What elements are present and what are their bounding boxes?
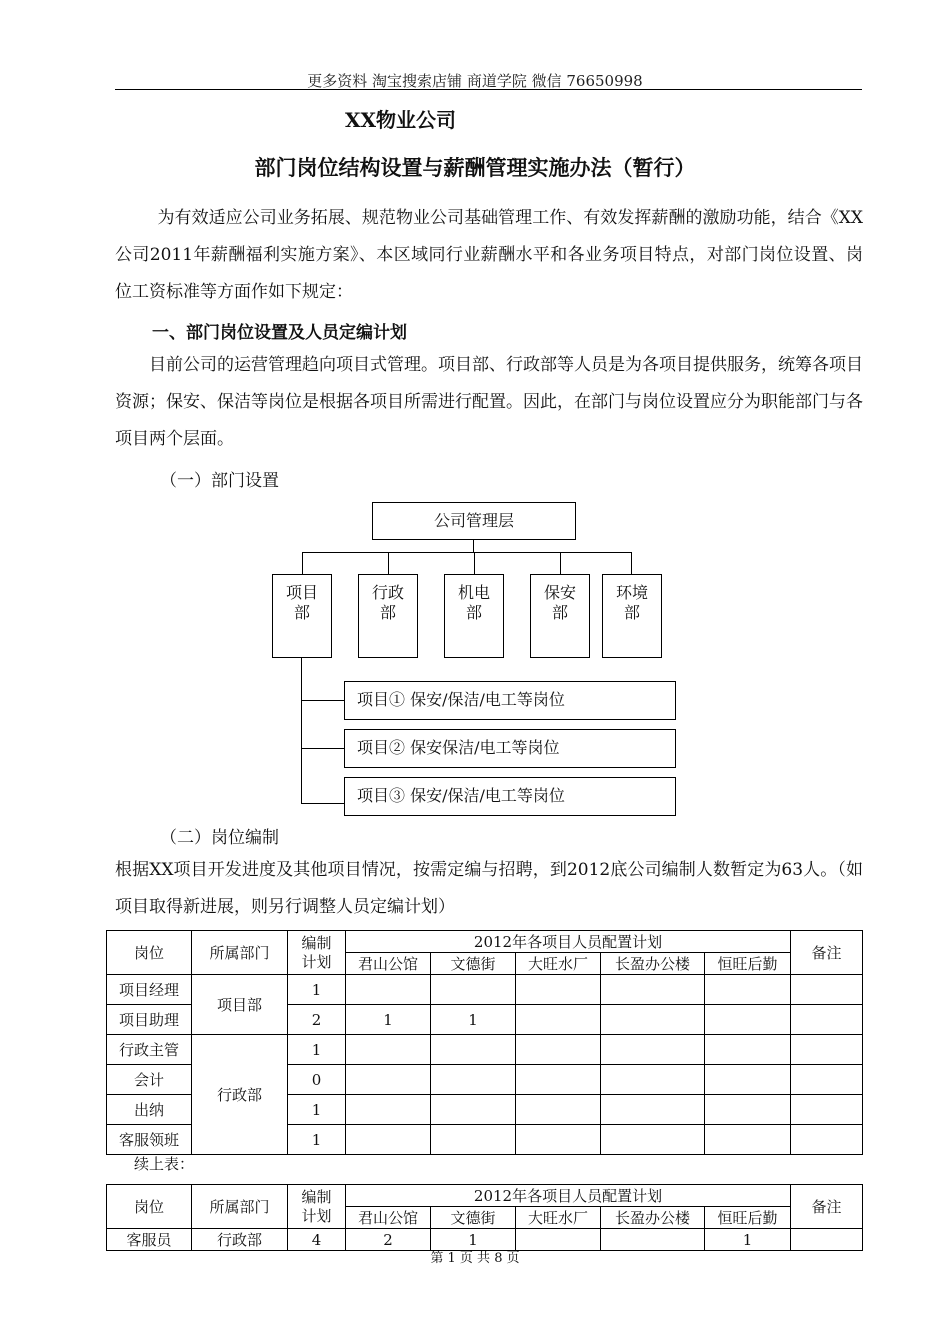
cell-position: 客服员 (107, 1229, 192, 1251)
cell-plan: 0 (288, 1065, 346, 1095)
cell-value (431, 1035, 516, 1065)
cell-value (431, 1065, 516, 1095)
section1-paragraph: 目前公司的运营管理趋向项目式管理。项目部、行政部等人员是为各项目提供服务，统筹各项目资源；保安、保洁等岗位是根据各项目所需进行配置。因此，在部门与岗位设置应分为职能部门与各项目两个层面。 (115, 355, 863, 449)
dept-label: 机电 (457, 583, 490, 602)
header-note: 备注 (791, 1185, 863, 1229)
dept-label: 部 (379, 603, 396, 622)
org-top-box (372, 502, 576, 540)
cell-value (601, 1125, 705, 1155)
cell-plan: 1 (288, 1125, 346, 1155)
header-group: 2012年各项目人员配置计划 (346, 1185, 791, 1207)
header-plan-l1: 编制 (301, 933, 332, 952)
continued-label: 续上表： (134, 1155, 195, 1173)
header-project: 恒旺后勤 (705, 1207, 791, 1229)
dept-label: 项目 (285, 583, 318, 602)
header-divider (115, 89, 862, 90)
page-header: 更多资料 淘宝搜索店铺 商道学院 微信 76650998 (307, 72, 643, 90)
cell-value (346, 1095, 431, 1125)
cell-value (516, 1095, 601, 1125)
header-project: 君山公馆 (346, 953, 431, 975)
org-connector (301, 803, 344, 804)
dept-label: 环境 (615, 583, 648, 602)
page-footer: 第 1 页 共 8 页 (430, 1251, 520, 1266)
header-position: 岗位 (107, 1185, 192, 1229)
cell-value (516, 1125, 601, 1155)
header-department: 所属部门 (192, 931, 288, 975)
cell-plan: 2 (288, 1005, 346, 1035)
org-dept-admin (358, 574, 418, 658)
cell-value (705, 1125, 791, 1155)
org-connector (302, 552, 303, 574)
cell-department: 行政部 (192, 1035, 288, 1155)
cell-position: 项目经理 (107, 975, 192, 1005)
cell-value (346, 1125, 431, 1155)
cell-value: 2 (346, 1229, 431, 1251)
cell-department: 项目部 (192, 975, 288, 1035)
cell-value: 1 (705, 1229, 791, 1251)
header-plan-l2: 计划 (301, 1206, 332, 1225)
cell-value (601, 1065, 705, 1095)
cell-value (516, 1065, 601, 1095)
org-top-label: 公司管理层 (433, 511, 514, 530)
header-plan (288, 931, 346, 975)
cell-plan: 1 (288, 1035, 346, 1065)
cell-note (791, 975, 863, 1005)
cell-value (705, 975, 791, 1005)
cell-plan: 4 (288, 1229, 346, 1251)
document-title: 部门岗位结构设置与薪酬管理实施办法（暂行） (254, 155, 696, 180)
subsection-staffing: （二）岗位编制 (160, 828, 279, 848)
org-project-2 (344, 729, 676, 768)
header-project: 文德街 (431, 953, 516, 975)
cell-value (431, 975, 516, 1005)
org-project-3 (344, 777, 676, 816)
org-dept-environment (602, 574, 662, 658)
header-project: 君山公馆 (346, 1207, 431, 1229)
org-project-1 (344, 681, 676, 720)
dept-label: 部 (293, 603, 310, 622)
org-connector (631, 552, 632, 574)
cell-value (346, 975, 431, 1005)
cell-department: 行政部 (192, 1229, 288, 1251)
header-project: 长盈办公楼 (601, 953, 705, 975)
org-dept-project (272, 574, 332, 658)
cell-value (601, 975, 705, 1005)
header-plan-l1: 编制 (301, 1187, 332, 1206)
project-label: 项目① 保安/保洁/电工等岗位 (357, 690, 565, 709)
cell-plan: 1 (288, 975, 346, 1005)
org-connector (560, 552, 561, 574)
header-project: 长盈办公楼 (601, 1207, 705, 1229)
header-plan-l2: 计划 (301, 952, 332, 971)
org-connector (301, 700, 344, 701)
cell-position: 行政主管 (107, 1035, 192, 1065)
dept-label: 部 (465, 603, 482, 622)
cell-value (601, 1035, 705, 1065)
header-position: 岗位 (107, 931, 192, 975)
cell-position: 会计 (107, 1065, 192, 1095)
header-project: 文德街 (431, 1207, 516, 1229)
org-connector (474, 552, 475, 574)
cell-plan: 1 (288, 1095, 346, 1125)
dept-label: 部 (623, 603, 640, 622)
cell-value (431, 1125, 516, 1155)
table-row (107, 975, 863, 1005)
section1-heading: 一、部门岗位设置及人员定编计划 (152, 323, 407, 343)
cell-value (346, 1035, 431, 1065)
cell-value: 1 (431, 1229, 516, 1251)
header-plan (288, 1185, 346, 1229)
staffing-table-continued (106, 1184, 863, 1251)
org-connector (388, 552, 389, 574)
header-project: 恒旺后勤 (705, 953, 791, 975)
header-group: 2012年各项目人员配置计划 (346, 931, 791, 953)
header-project: 大旺水厂 (516, 1207, 601, 1229)
cell-position: 客服领班 (107, 1125, 192, 1155)
staffing-table (106, 930, 863, 1155)
cell-value: 1 (346, 1005, 431, 1035)
header-project: 大旺水厂 (516, 953, 601, 975)
cell-value (516, 1035, 601, 1065)
company-name: XX物业公司 (345, 108, 457, 132)
cell-value (346, 1065, 431, 1095)
cell-value: 1 (431, 1005, 516, 1035)
table-row (107, 1035, 863, 1065)
cell-note (791, 1095, 863, 1125)
org-dept-security (530, 574, 590, 658)
dept-label: 部 (551, 603, 568, 622)
cell-value (705, 1035, 791, 1065)
cell-note (791, 1005, 863, 1035)
staffing-paragraph: 根据XX项目开发进度及其他项目情况，按需定编与招聘，到2012底公司编制人数暂定为63人。（如项目取得新进展，则另行调整人员定编计划） (115, 860, 863, 917)
cell-note (791, 1035, 863, 1065)
cell-note (791, 1125, 863, 1155)
org-dept-mep (444, 574, 504, 658)
dept-label: 保安 (543, 583, 576, 602)
org-connector (301, 658, 302, 804)
cell-value (601, 1095, 705, 1125)
intro-paragraph: 为有效适应公司业务拓展、规范物业公司基础管理工作、有效发挥薪酬的激励功能，结合《XX公司2011年薪酬福利实施方案》、本区域同行业薪酬水平和各业务项目特点，对部门岗位设置、岗位工资标准等方面作如下规定： (115, 208, 863, 302)
header-note: 备注 (791, 931, 863, 975)
cell-value (516, 1005, 601, 1035)
org-connector (301, 748, 344, 749)
header-department: 所属部门 (192, 1185, 288, 1229)
cell-position: 项目助理 (107, 1005, 192, 1035)
cell-value (705, 1065, 791, 1095)
cell-value (516, 975, 601, 1005)
cell-position: 出纳 (107, 1095, 192, 1125)
project-label: 项目② 保安保洁/电工等岗位 (357, 738, 560, 757)
cell-note (791, 1065, 863, 1095)
org-connector (302, 552, 632, 553)
project-label: 项目③ 保安/保洁/电工等岗位 (357, 786, 565, 805)
subsection-dept-setup: （一）部门设置 (160, 471, 279, 491)
cell-value (705, 1095, 791, 1125)
cell-value (601, 1005, 705, 1035)
dept-label: 行政 (371, 583, 404, 602)
cell-value (431, 1095, 516, 1125)
cell-value (705, 1005, 791, 1035)
